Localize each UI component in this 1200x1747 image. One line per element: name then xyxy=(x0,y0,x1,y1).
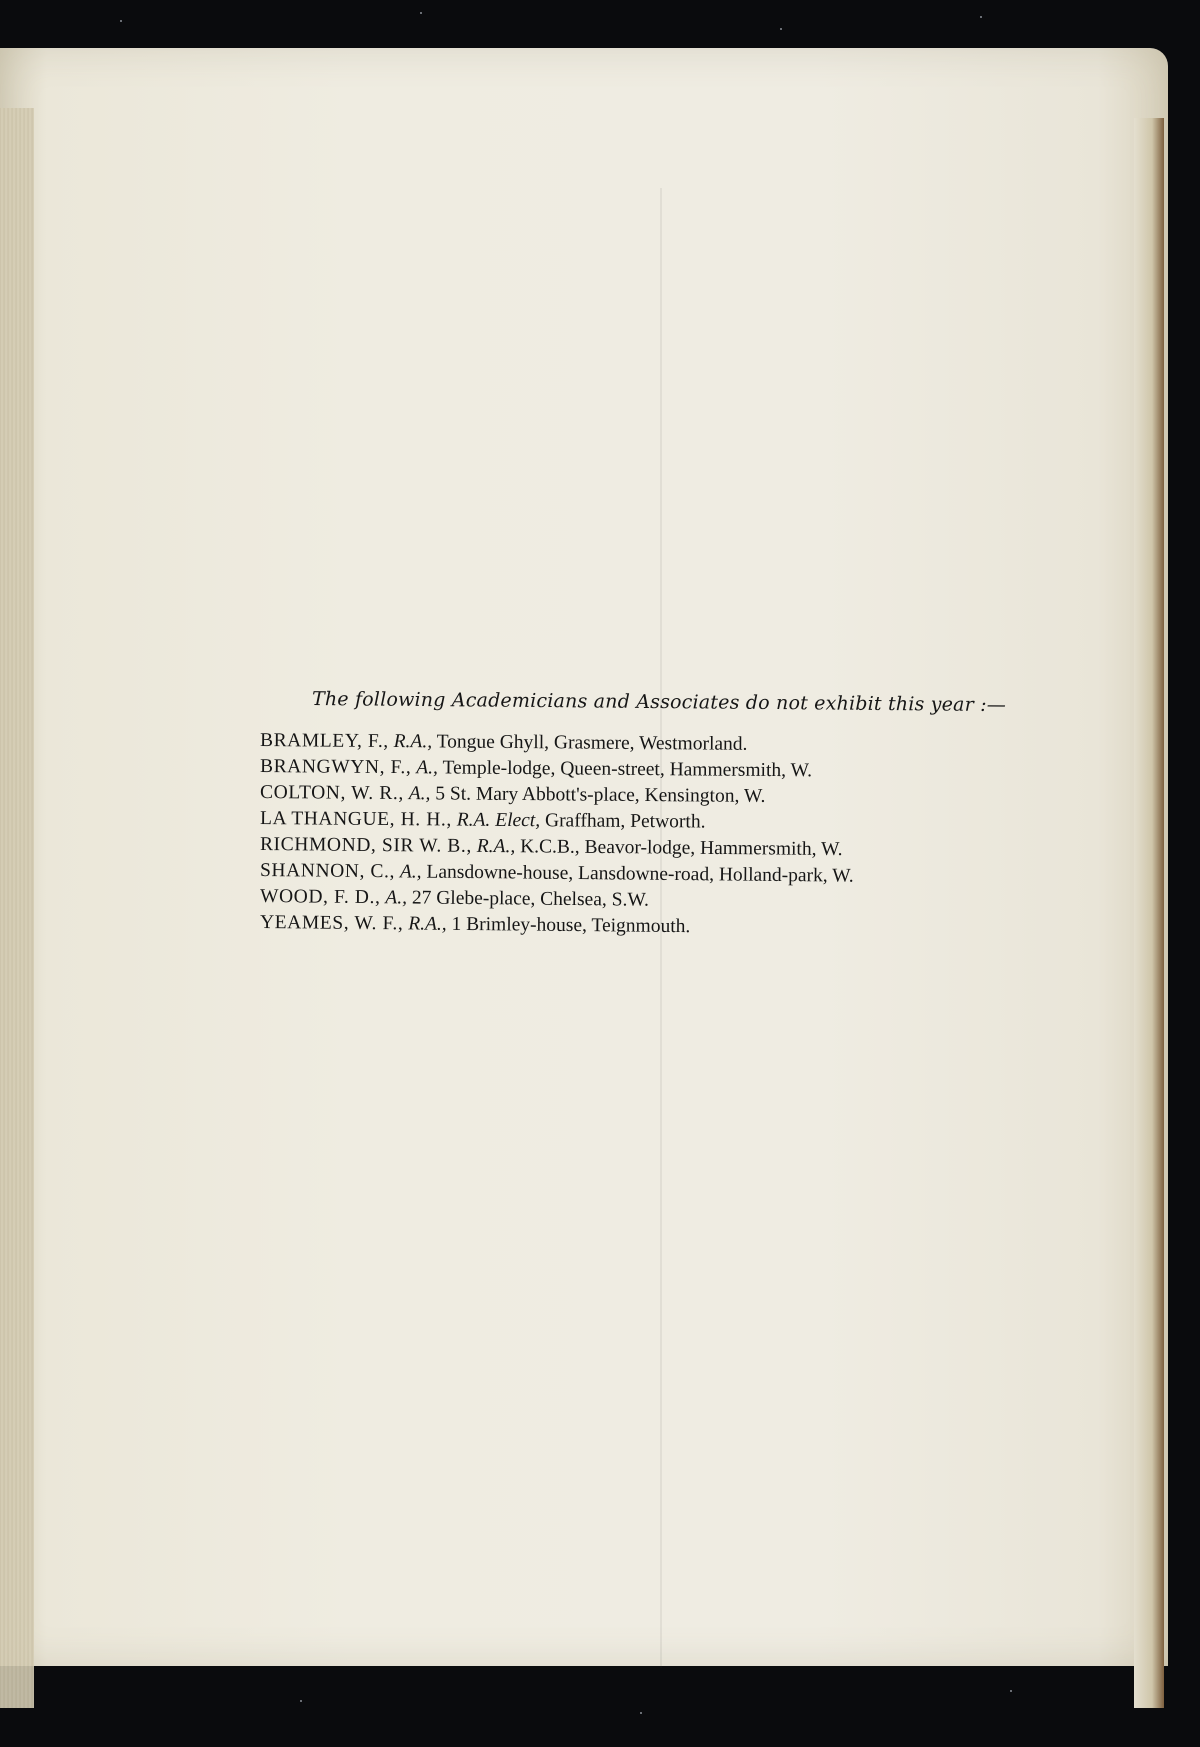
entry-name: RICHMOND, SIR W. B., xyxy=(259,834,473,857)
entry-address: Temple-lodge, Queen-street, Hammersmith, W. xyxy=(442,757,813,782)
entry-address: 1 Brimley-house, Teignmouth. xyxy=(451,913,691,938)
entry-name: COLTON, W. R., xyxy=(259,782,404,805)
entry-name: SHANNON, C., xyxy=(259,860,396,883)
section-heading: The following Academicians and Associates do not exhibit this year :— xyxy=(311,688,1007,717)
background-speck xyxy=(120,20,122,22)
entry-name: WOOD, F. D., xyxy=(259,886,381,909)
entry-address: 27 Glebe-place, Chelsea, S.W. xyxy=(411,887,649,911)
entry-rank: R.A., xyxy=(393,731,433,753)
background-speck xyxy=(780,28,782,30)
background-speck xyxy=(980,16,982,18)
entry-name: YEAMES, W. F., xyxy=(259,912,404,935)
entry-address: Tongue Ghyll, Grasmere, Westmorland. xyxy=(436,731,748,755)
entry-address: K.C.B., Beavor-lodge, Hammersmith, W. xyxy=(520,836,843,861)
entry-rank: R.A., xyxy=(476,835,516,858)
background-speck xyxy=(300,1700,302,1702)
entry-address: Graffham, Petworth. xyxy=(544,810,706,833)
entry-rank: A., xyxy=(385,887,408,909)
non-exhibitor-list xyxy=(260,728,1060,936)
entry-rank: A., xyxy=(399,861,422,883)
entry-name: BRAMLEY, F., xyxy=(259,730,389,753)
background-speck xyxy=(420,12,422,14)
entry-address: 5 St. Mary Abbott's-place, Kensington, W. xyxy=(435,783,766,807)
entry-rank: R.A., xyxy=(408,913,447,935)
page-stack-edge xyxy=(0,108,34,1708)
entry-name: BRANGWYN, F., xyxy=(259,756,412,779)
entry-rank: A., xyxy=(408,783,431,805)
non-exhibitors-section xyxy=(260,688,1060,936)
background-speck xyxy=(640,1712,642,1714)
entry-rank: A., xyxy=(416,757,439,779)
entry-rank: R.A. Elect, xyxy=(456,809,541,832)
entry-address: Lansdowne-house, Lansdowne-road, Holland-park, W. xyxy=(426,861,854,887)
background-speck xyxy=(1010,1690,1012,1692)
entry-name: LA THANGUE, H. H., xyxy=(259,808,452,831)
